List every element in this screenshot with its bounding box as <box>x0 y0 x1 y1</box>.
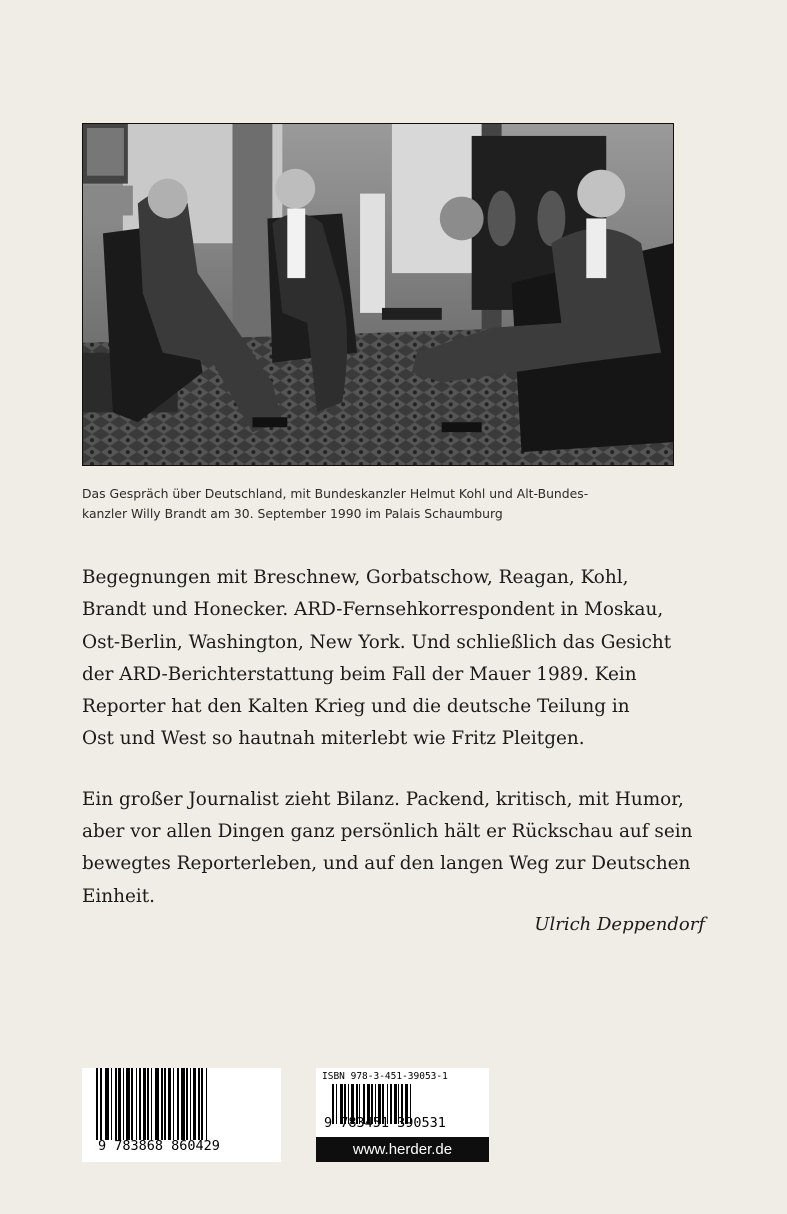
quote-author: Ulrich Deppendorf <box>534 914 705 935</box>
blurb-text <box>82 562 722 913</box>
blurb-line: der ARD-Berichterstattung beim Fall der Mauer 1989. Kein <box>82 663 637 685</box>
barcode-digits: 9 783868 860429 <box>98 1138 220 1154</box>
blurb-line: Ost und West so hautnah miterlebt wie Fritz Pleitgen. <box>82 728 585 750</box>
blurb-line: Ost-Berlin, Washington, New York. Und schließlich das Gesicht <box>82 631 672 653</box>
blurb-line: aber vor allen Dingen ganz persönlich hält er Rückschau auf sein <box>82 821 693 843</box>
publisher-url[interactable]: www.herder.de <box>316 1137 489 1162</box>
barcode-digits: 9 783451 390531 <box>324 1115 446 1131</box>
blurb-line: Begegnungen mit Breschnew, Gorbatschow, Reagan, Kohl, <box>82 567 629 588</box>
isbn-number: ISBN 978-3-451-39053-1 <box>322 1071 448 1082</box>
blurb-line: Einheit. <box>82 885 155 907</box>
blurb-line: Reporter hat den Kalten Krieg und die deutsche Teilung in <box>82 696 630 718</box>
barcode-bars <box>96 1068 266 1140</box>
blurb-line: bewegtes Reporterleben, und auf den langen Weg zur Deutschen <box>82 853 691 875</box>
caption-line: Das Gespräch über Deutschland, mit Bundeskanzler Helmut Kohl und Alt-Bundes- <box>82 486 589 501</box>
photo-interview-scene <box>83 124 673 465</box>
ean-barcode-left <box>82 1068 281 1162</box>
blurb-line: Ein großer Journalist zieht Bilanz. Packend, kritisch, mit Humor, <box>82 788 684 810</box>
cover-photo <box>82 123 674 466</box>
barcode-bar <box>207 1068 209 1140</box>
isbn-barcode <box>316 1068 489 1137</box>
photo-caption <box>82 484 682 524</box>
caption-line: kanzler Willy Brandt am 30. September 1990 im Palais Schaumburg <box>82 506 503 521</box>
blurb-line: Brandt und Honecker. ARD-Fernsehkorrespondent in Moskau, <box>82 599 664 621</box>
